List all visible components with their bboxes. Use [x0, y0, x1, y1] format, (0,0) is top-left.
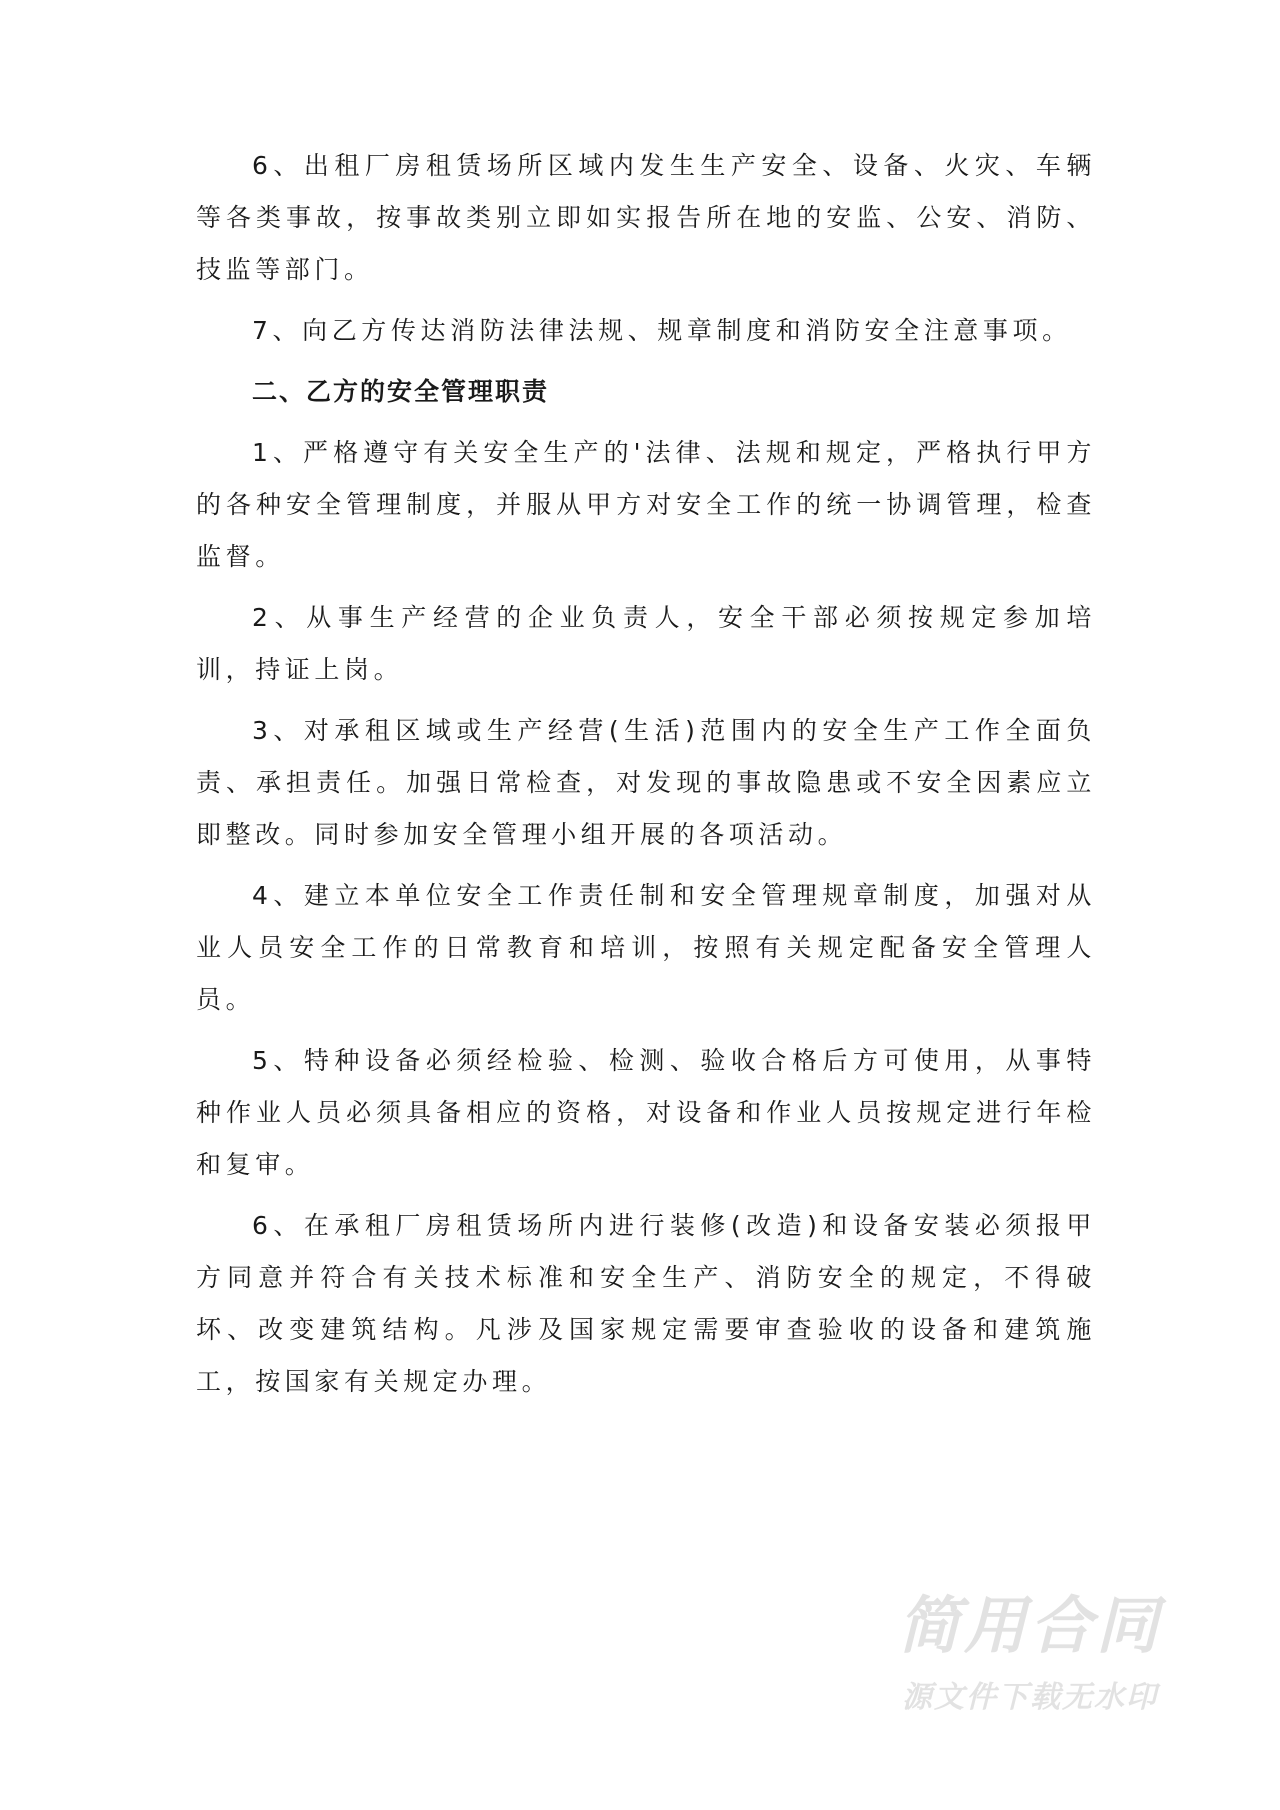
section-heading-party-b-duties: 二、乙方的安全管理职责 [252, 377, 550, 406]
paragraph-b4-safety-system: 4、建立本单位安全工作责任制和安全管理规章制度，加强对从业人员安全工作的日常教育和培训，按照有关规定配备安全管理人员。 [196, 881, 1096, 1014]
paragraph-a7-fire-law-communication: 7、向乙方传达消防法律法规、规章制度和消防安全注意事项。 [252, 316, 1072, 345]
paragraph-b1-comply-laws: 1、严格遵守有关安全生产的'法律、法规和规定，严格执行甲方的各种安全管理制度，并服从甲方对安全工作的统一协调管理，检查监督。 [196, 438, 1096, 571]
paragraph-b6-renovation: 6、在承租厂房租赁场所内进行装修(改造)和设备安装必须报甲方同意并符合有关技术标准和安全生产、消防安全的规定，不得破坏、改变建筑结构。凡涉及国家规定需要审查验收的设备和建筑施工，按国家有关规定办理。 [196, 1211, 1096, 1396]
paragraph-b3-responsibility: 3、对承租区域或生产经营(生活)范围内的安全生产工作全面负责、承担责任。加强日常检查，对发现的事故隐患或不安全因素应立即整改。同时参加安全管理小组开展的各项活动。 [196, 716, 1096, 849]
watermark-subtitle: 源文件下载无水印 [902, 1680, 1158, 1715]
paragraph-b5-special-equipment: 5、特种设备必须经检验、检测、验收合格后方可使用，从事特种作业人员必须具备相应的资格，对设备和作业人员按规定进行年检和复审。 [196, 1046, 1096, 1179]
paragraph-b2-training: 2、从事生产经营的企业负责人，安全干部必须按规定参加培训，持证上岗。 [196, 603, 1096, 684]
watermark-title: 简用合同 [897, 1589, 1162, 1662]
paragraph-a6-accident-reporting: 6、出租厂房租赁场所区域内发生生产安全、设备、火灾、车辆等各类事故，按事故类别立即如实报告所在地的安监、公安、消防、技监等部门。 [196, 151, 1096, 284]
document-page [196, 140, 1096, 1417]
watermark [880, 1590, 1180, 1720]
